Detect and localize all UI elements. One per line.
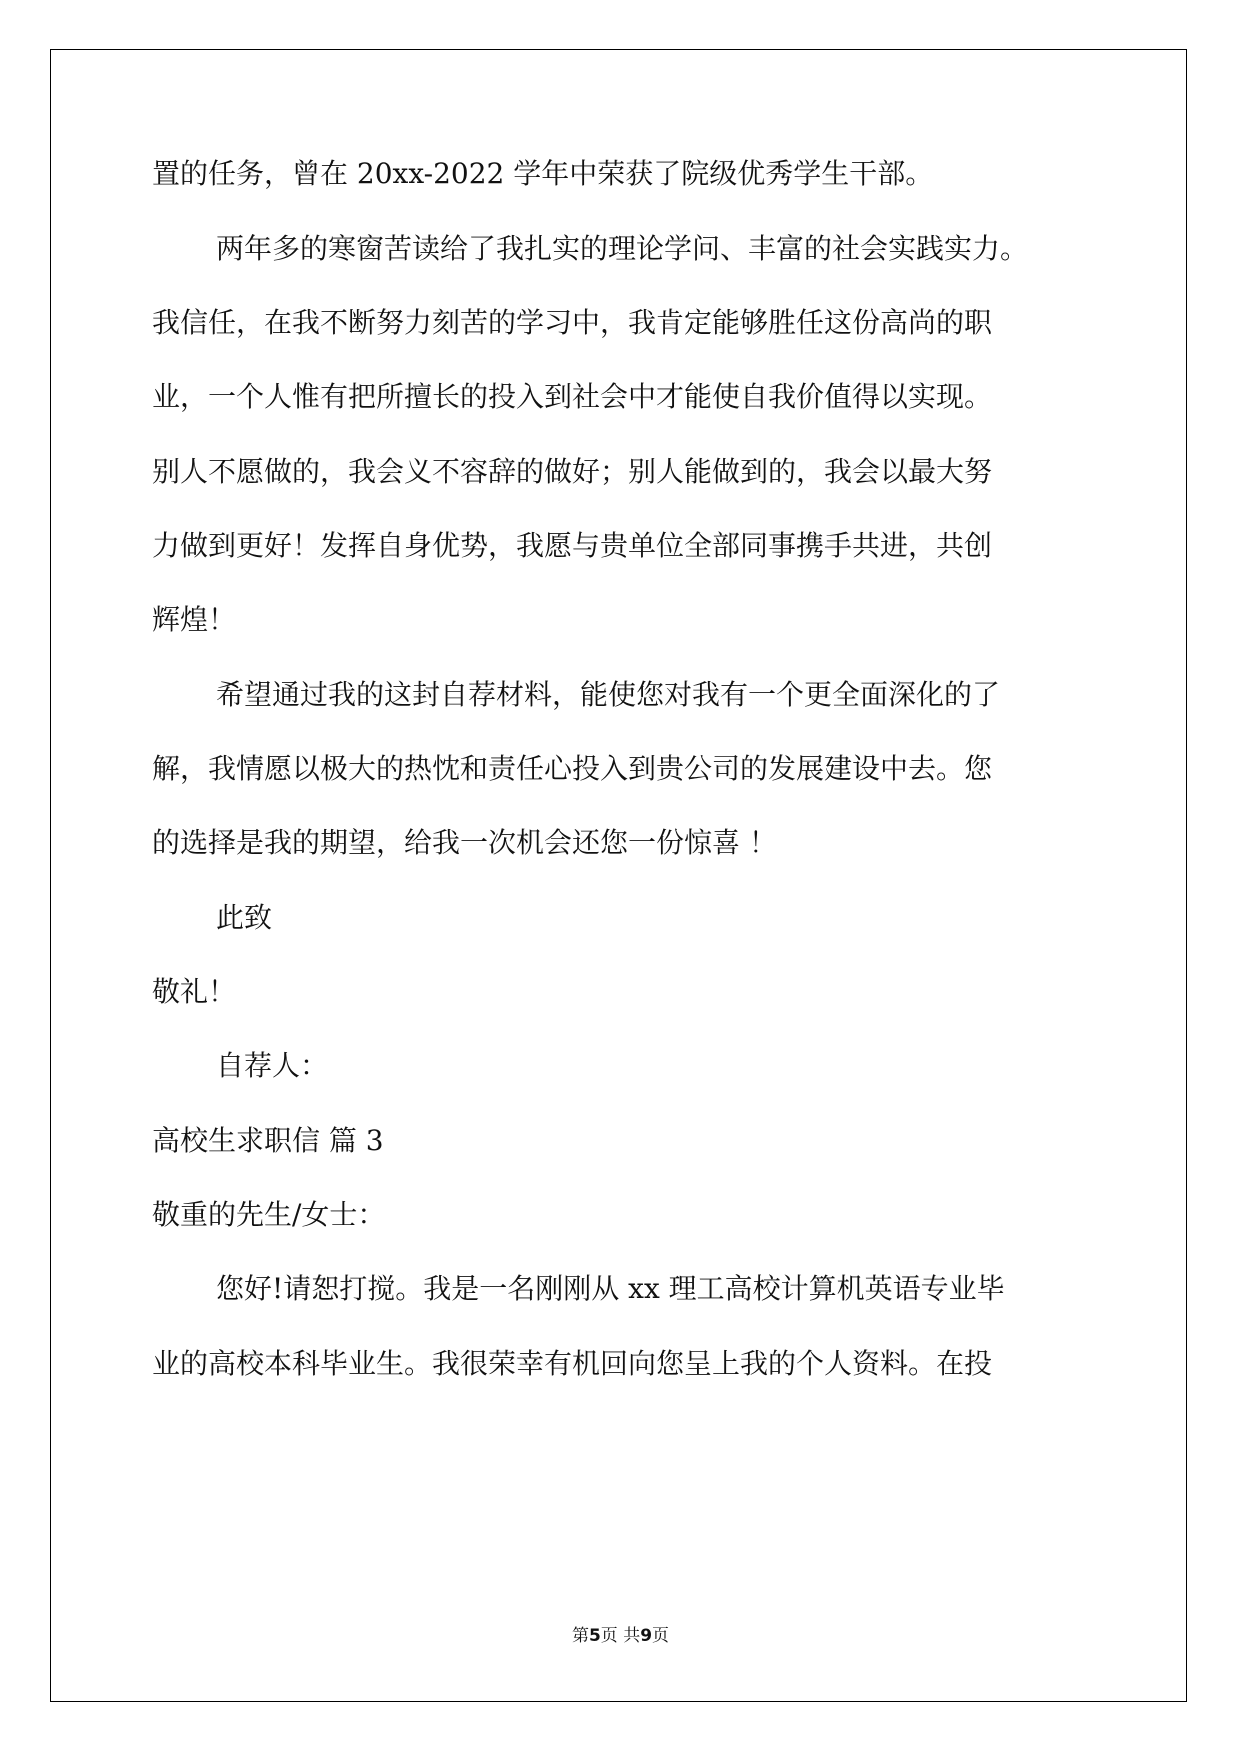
text-line: 此致	[216, 901, 273, 934]
footer-mid: 页 共	[600, 1626, 641, 1646]
text-line: 的选择是我的期望，给我一次机会还您一份惊喜 ！	[152, 826, 777, 859]
text-line: 两年多的寒窗苦读给了我扎实的理论学问、丰富的社会实践实力。	[216, 232, 1029, 265]
footer-suffix: 页	[652, 1626, 670, 1646]
page-footer	[0, 1624, 1241, 1648]
text-line: 业，一个人惟有把所擅长的投入到社会中才能使自我价值得以实现。	[152, 380, 993, 413]
text-line: 希望通过我的这封自荐材料，能使您对我有一个更全面深化的了	[216, 678, 1001, 711]
text-line: 别人不愿做的，我会义不容辞的做好；别人能做到的，我会以最大努	[152, 455, 993, 488]
text-line: 敬礼！	[152, 975, 237, 1008]
page-border	[50, 49, 1187, 1702]
text-line: 力做到更好！发挥自身优势，我愿与贵单位全部同事携手共进，共创	[152, 529, 993, 562]
footer-prefix: 第	[571, 1626, 589, 1646]
text-line: 置的任务，曾在 20xx-2022 学年中荣获了院级优秀学生干部。	[152, 157, 934, 190]
text-line: 业的高校本科毕业生。我很荣幸有机回向您呈上我的个人资料。在投	[152, 1347, 993, 1380]
text-line: 解，我情愿以极大的热忱和责任心投入到贵公司的发展建设中去。您	[152, 752, 993, 785]
salutation: 敬重的先生/女士：	[152, 1198, 386, 1231]
text-line: 您好!请恕打搅。我是一名刚刚从 xx 理工高校计算机英语专业毕	[216, 1272, 1005, 1305]
text-line: 自荐人：	[216, 1049, 329, 1082]
footer-page-number: 5	[588, 1626, 601, 1646]
section-heading: 高校生求职信 篇 3	[152, 1124, 384, 1157]
text-line: 我信任，在我不断努力刻苦的学习中，我肯定能够胜任这份高尚的职	[152, 306, 993, 339]
text-line: 辉煌！	[152, 603, 237, 636]
footer-total-pages: 9	[640, 1626, 653, 1646]
